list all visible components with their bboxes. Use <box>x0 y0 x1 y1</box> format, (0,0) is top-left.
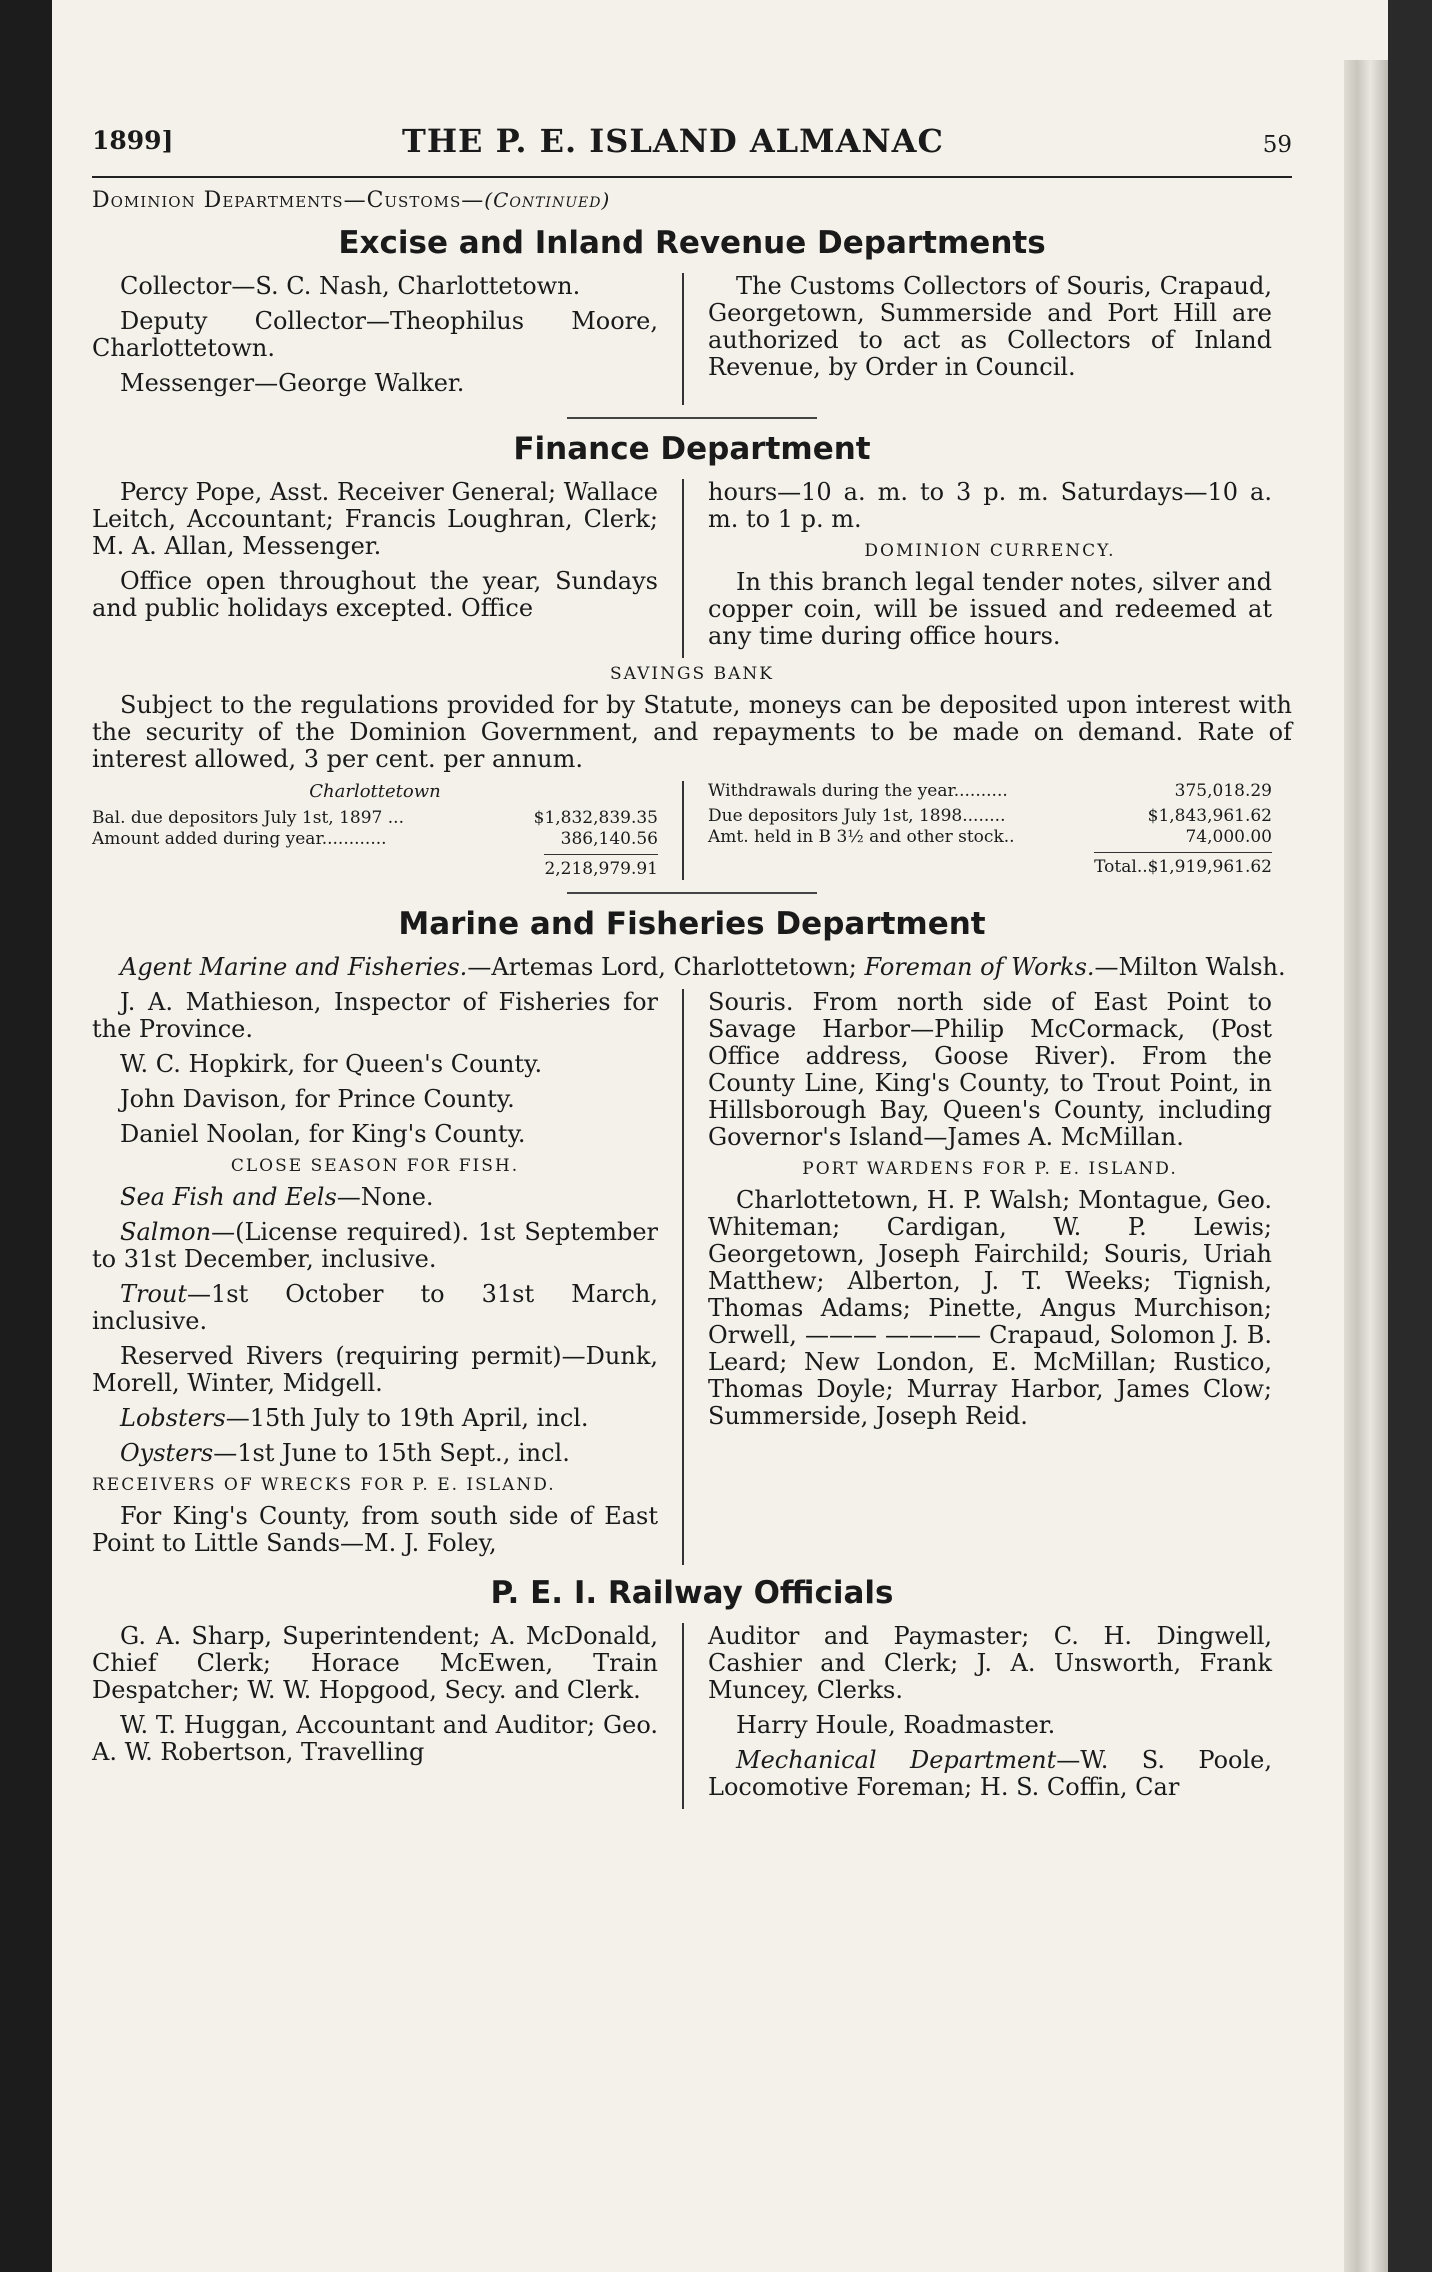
railway-title: P. E. I. Railway Officials <box>490 1575 894 1611</box>
ledger-place: Charlottetown <box>309 781 441 802</box>
finance-hours: hours—10 a. m. to 3 p. m. Saturdays—10 a. m. to 1 p. m. <box>708 478 1272 533</box>
marine-inspector: J. A. Mathieson, Inspector of Fisheries for the Province. <box>92 988 658 1043</box>
season-item: Lobsters—15th July to 19th April, incl. <box>120 1404 589 1432</box>
almanac-page <box>52 0 1388 2272</box>
railway-columns <box>92 1623 1292 1809</box>
railway-accountant: W. T. Huggan, Accountant and Auditor; Geo. A. W. Robertson, Travelling <box>92 1711 658 1766</box>
marine-prince: John Davison, for Prince County. <box>120 1085 515 1113</box>
ledger-row: Amount added during year............ 386,140.56 <box>92 829 658 849</box>
ledger-row: Due depositors July 1st, 1898........ $1,843,961.62 <box>708 806 1272 826</box>
marine-title: Marine and Fisheries Department <box>398 906 986 942</box>
marine-queens: W. C. Hopkirk, for Queen's County. <box>120 1050 543 1078</box>
finance-staff: Percy Pope, Asst. Receiver General; Wallace Leitch, Accountant; Francis Loughran, Clerk; M. A. Allan, Messenger. <box>92 478 658 560</box>
season-item: Sea Fish and Eels—None. <box>120 1183 434 1211</box>
wardens-text: Charlottetown, H. P. Walsh; Montague, Geo. Whiteman; Cardigan, W. P. Lewis; Georgetown, Joseph Fairchild; Souris, Uriah Matthew; Alberton, J. T. Weeks; Tignish, Thomas Adams; Pinette, Angus Murchison; Orwell, ——— ———— Crapaud, Solomon J. B. Leard; New London, E. McMillan; Rustico, Thomas Doyle; Murray Harbor, James Clow; Summerside, Joseph Reid. <box>708 1186 1272 1430</box>
header-year: 1899] <box>92 126 174 155</box>
running-head-text: Dominion Departments—Customs— <box>92 188 485 213</box>
page-edges <box>1344 60 1388 2272</box>
page-number: 59 <box>1262 132 1292 158</box>
savings-ledger <box>92 781 1292 880</box>
wrecks-continued: Souris. From north side of East Point to Savage Harbor—Philip McCormack, (Post Office address, Goose River). From the County Line, King's County, to Trout Point, in Hillsborough Bay, Queen's County, including Governor's Island—James A. McMillan. <box>708 988 1272 1151</box>
finance-title: Finance Department <box>513 431 871 467</box>
season-item: Salmon—(License required). 1st September to 31st December, inclusive. <box>92 1218 658 1273</box>
railway-roadmaster: Harry Houle, Roadmaster. <box>736 1711 1056 1739</box>
section-divider <box>567 417 817 419</box>
book-spine <box>0 0 52 2272</box>
running-head <box>92 188 1292 213</box>
wardens-heading: PORT WARDENS FOR P. E. ISLAND. <box>802 1159 1178 1179</box>
finance-office: Office open throughout the year, Sundays and public holidays excepted. Office <box>92 567 658 622</box>
marine-agent: Agent Marine and Fisheries.—Artemas Lord, Charlottetown; Foreman of Works.—Milton Walsh. <box>120 953 1286 981</box>
page-content <box>92 110 1292 1809</box>
ledger-right-total: Total..$1,919,961.62 <box>1094 852 1272 878</box>
wrecks-text: For King's County, from south side of East Point to Little Sands—M. J. Foley, <box>92 1502 658 1557</box>
running-head-continued: (Continued) <box>484 188 611 212</box>
railway-staff: G. A. Sharp, Superintendent; A. McDonald, Chief Clerk; Horace McEwen, Train Despatcher; W. W. Hopgood, Secy. and Clerk. <box>92 1622 658 1704</box>
season-item: Oysters—1st June to 15th Sept., incl. <box>120 1439 570 1467</box>
railway-auditor: Auditor and Paymaster; C. H. Dingwell, Cashier and Clerk; J. A. Unsworth, Frank Muncey, Clerks. <box>708 1622 1272 1704</box>
excise-note: The Customs Collectors of Souris, Crapaud, Georgetown, Summerside and Port Hill are authorized to act as Collectors of Inland Revenue, by Order in Council. <box>708 272 1272 381</box>
wrecks-heading: RECEIVERS OF WRECKS FOR P. E. ISLAND. <box>92 1475 556 1495</box>
marine-columns <box>92 989 1292 1565</box>
excise-deputy: Deputy Collector—Theophilus Moore, Charlottetown. <box>92 307 658 362</box>
currency-heading: DOMINION CURRENCY. <box>864 541 1116 561</box>
currency-text: In this branch legal tender notes, silver and copper coin, will be issued and redeemed at any time during office hours. <box>708 568 1272 650</box>
close-season-heading: CLOSE SEASON FOR FISH. <box>230 1156 520 1176</box>
finance-columns <box>92 479 1292 658</box>
excise-columns <box>92 273 1292 405</box>
page-header <box>92 110 1292 170</box>
season-item: Reserved Rivers (requiring permit)—Dunk, Morell, Winter, Midgell. <box>92 1342 658 1397</box>
excise-messenger: Messenger—George Walker. <box>120 369 465 397</box>
header-rule <box>92 176 1292 178</box>
ledger-left-total: 2,218,979.91 <box>544 854 658 880</box>
ledger-row: Amt. held in B 3½ and other stock.. 74,000.00 <box>708 827 1272 847</box>
section-divider <box>567 892 817 894</box>
savings-heading: SAVINGS BANK <box>610 664 774 684</box>
excise-collector: Collector—S. C. Nash, Charlottetown. <box>120 272 581 300</box>
excise-title: Excise and Inland Revenue Departments <box>338 225 1046 261</box>
railway-mechanical: Mechanical Department—W. S. Poole, Locomotive Foreman; H. S. Coffin, Car <box>708 1746 1273 1801</box>
header-title: THE P. E. ISLAND ALMANAC <box>402 122 944 160</box>
savings-text: Subject to the regulations provided for by Statute, moneys can be deposited upon interest with the security of the Dominion Government, and repayments to be made on demand. Rate of interest allowed, 3 per cent. per annum. <box>92 691 1292 773</box>
ledger-row: Withdrawals during the year.......... 375,018.29 <box>708 781 1272 801</box>
ledger-row: Bal. due depositors July 1st, 1897 ... $1,832,839.35 <box>92 808 658 828</box>
marine-kings: Daniel Noolan, for King's County. <box>120 1120 526 1148</box>
season-item: Trout—1st October to 31st March, inclusive. <box>92 1280 658 1335</box>
